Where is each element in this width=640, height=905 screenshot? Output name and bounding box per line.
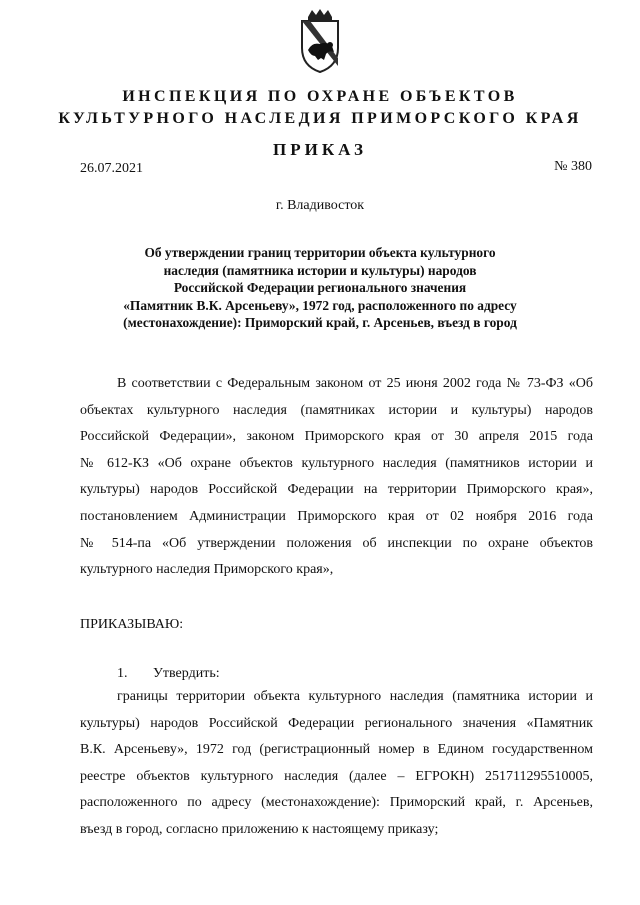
- preamble-line: объектах культурного наследия (памятниках истории и культуры) народов: [80, 402, 593, 418]
- subject-line: «Памятник В.К. Арсеньеву», 1972 год, расположенного по адресу: [123, 297, 517, 313]
- document-city: г. Владивосток: [275, 198, 365, 213]
- preamble-paragraph: [80, 371, 593, 584]
- subject-line: наследия (памятника истории и культуры) народов: [163, 262, 477, 278]
- item-line: В.К. Арсеньеву», 1972 год (регистрационный номер в Едином государственном: [80, 742, 593, 758]
- preamble-line: В соответствии с Федеральным законом от 25 июня 2002 года № 73-ФЗ «Об: [117, 376, 593, 391]
- item-line: границы территории объекта культурного наследия (памятника истории и: [117, 689, 593, 704]
- coat-of-arms-icon: [296, 8, 344, 74]
- preamble-line: Российской Федерации», законом Приморского края от 30 апреля 2015 года: [80, 429, 593, 445]
- item-paragraph: [80, 684, 593, 844]
- item-line: культуры) народов Российской Федерации регионального значения «Памятник: [80, 715, 593, 731]
- subject-line: Об утверждении границ территории объекта культурного: [144, 245, 496, 260]
- document-number: № 380: [554, 159, 592, 174]
- document-date: 26.07.2021: [80, 161, 143, 176]
- organization-name-line-2: КУЛЬТУРНОГО НАСЛЕДИЯ ПРИМОРСКОГО КРАЯ: [58, 110, 582, 127]
- preamble-line: культуры) народов Российской Федерации на территории Приморского края»,: [80, 482, 593, 498]
- subject-line: (местонахождение): Приморский край, г. Арсеньев, въезд в город: [123, 315, 517, 330]
- item-line: расположенного по адресу (местонахождение): Приморский край, г. Арсеньев,: [80, 795, 593, 811]
- order-word: ПРИКАЗЫВАЮ:: [80, 617, 184, 632]
- preamble-line: постановлением Администрации Приморского края от 02 ноября 2016 года: [80, 508, 593, 524]
- item-line: реестре объектов культурного наследия (далее – ЕГРОКН) 251711295510005,: [80, 768, 593, 784]
- item-title: Утвердить:: [153, 666, 220, 681]
- organization-name-line-1: ИНСПЕКЦИЯ ПО ОХРАНЕ ОБЪЕКТОВ: [122, 88, 518, 105]
- preamble-line: № 612-КЗ «Об охране объектов культурного наследия (памятников истории и: [80, 455, 593, 471]
- document-type-title: ПРИКАЗ: [273, 140, 367, 159]
- preamble-line: № 514-па «Об утверждении положения об инспекции по охране объектов: [80, 535, 593, 551]
- document-subject: [0, 244, 640, 332]
- subject-line: Российской Федерации регионального значения: [173, 280, 467, 295]
- item-number: 1.: [117, 666, 128, 681]
- item-line: въезд в город, согласно приложению к настоящему приказу;: [80, 821, 439, 837]
- preamble-line: культурного наследия Приморского края»,: [80, 562, 334, 578]
